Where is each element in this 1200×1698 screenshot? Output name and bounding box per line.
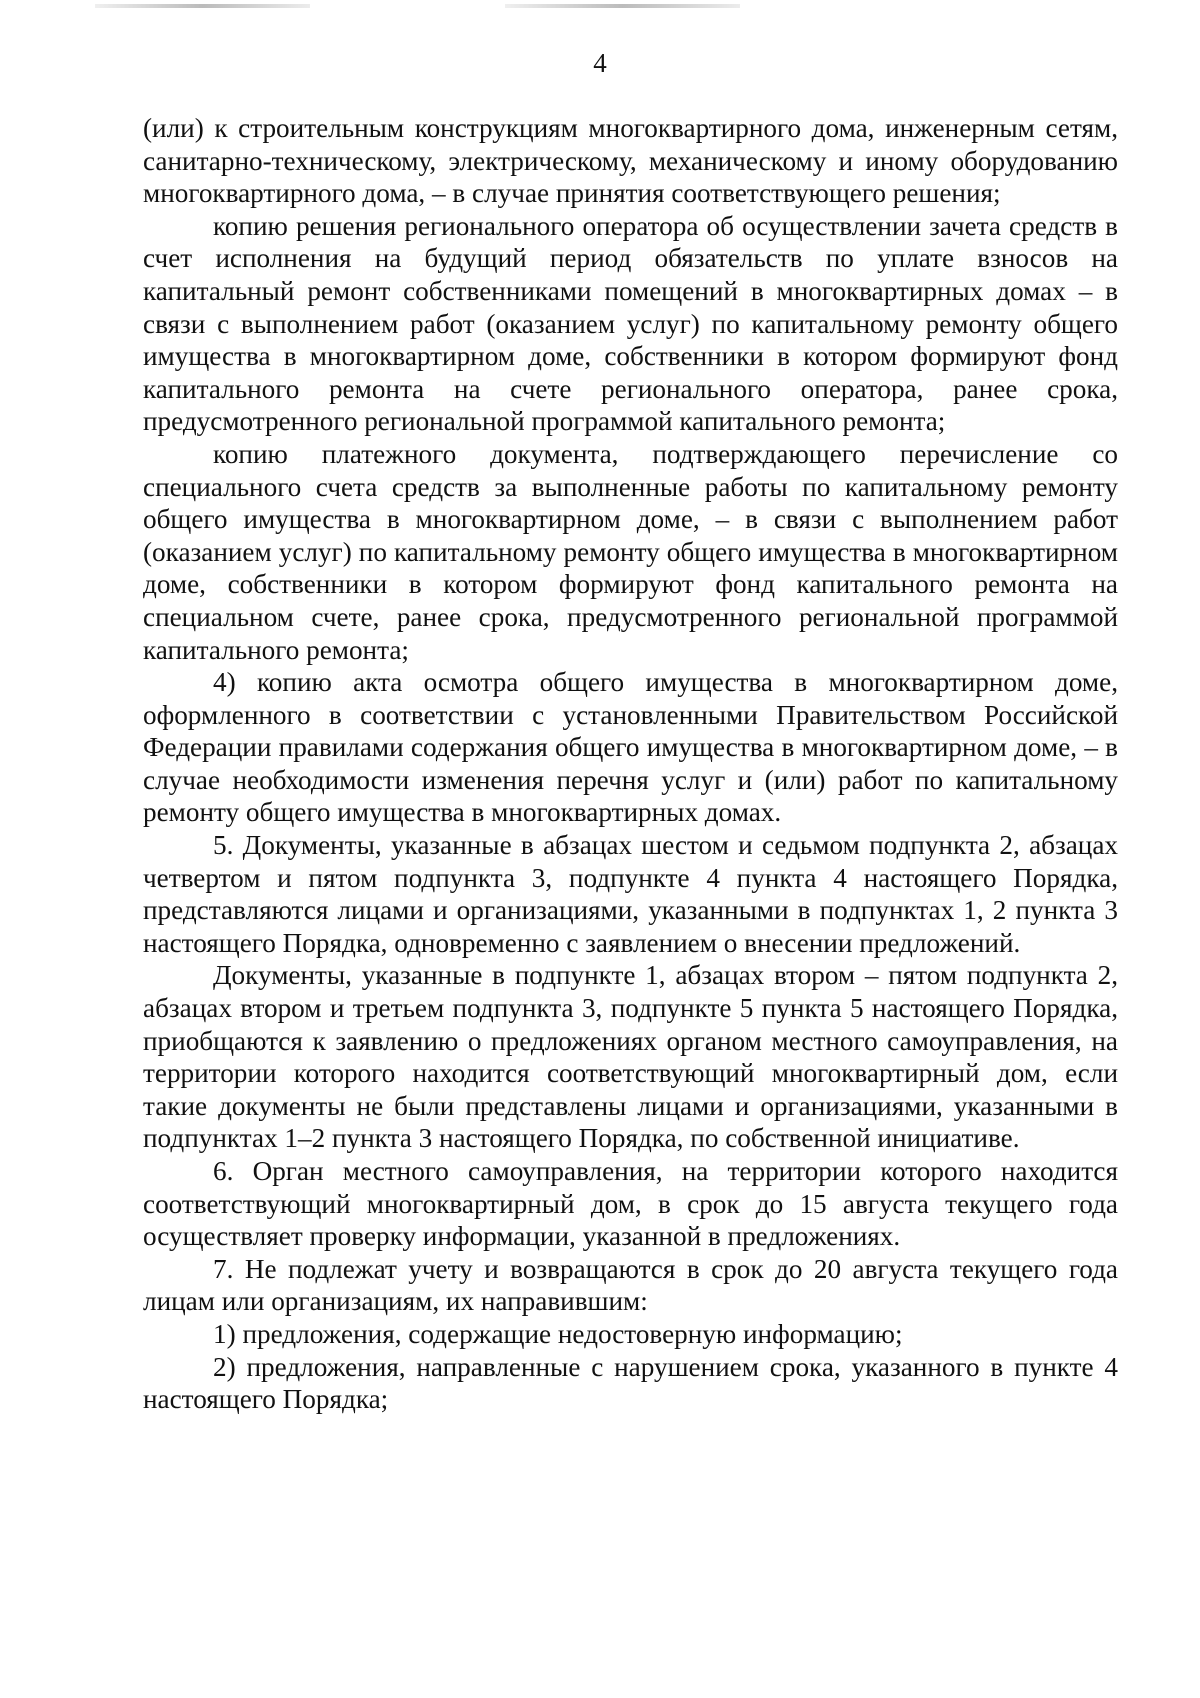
paragraph: копию решения регионального оператора об осуществлении зачета средств в счет исполнения на будущий период обязательств по уплате взносов на капитальный ремонт собственниками помещений в многоквартирных домах – в связи с выполнением работ (оказанием услуг) по капитальному ремонту общего имущества в многоквартирном доме, собственники в котором формируют фонд капитального ремонта на счете регионального оператора, ранее срока, предусмотренного региональной программой капитального ремонта; [143,210,1118,437]
scan-artifact [95,4,310,8]
paragraph: 2) предложения, направленные с нарушением срока, указанного в пункте 4 настоящего Порядка; [143,1351,1118,1415]
document-body [143,112,1118,1416]
page-number: 4 [593,48,607,78]
scan-artifact [505,4,740,8]
paragraph: Документы, указанные в подпункте 1, абзацах втором – пятом подпункта 2, абзацах втором и третьем подпункта 3, подпункте 5 пункта 5 настоящего Порядка, приобщаются к заявлению о предложениях органом местного самоуправления, на территории которого находится соответствующий многоквартирный дом, если такие документы не были представлены лицами и организациями, указанными в подпунктах 1–2 пункта 3 настоящего Порядка, по собственной инициативе. [143,960,1118,1154]
paragraph: 4) копию акта осмотра общего имущества в многоквартирном доме, оформленного в соответствии с установленными Правительством Российской Федерации правилами содержания общего имущества в многоквартирном доме, – в случае необходимости изменения перечня услуг и (или) работ по капитальному ремонту общего имущества в многоквартирных домах. [143,667,1118,828]
paragraph: 5. Документы, указанные в абзацах шестом и седьмом подпункта 2, абзацах четвертом и пятом подпункта 3, подпункте 4 пункта 4 настоящего Порядка, представляются лицами и организациями, указанными в подпунктах 1, 2 пункта 3 настоящего Порядка, одновременно с заявлением о внесении предложений. [143,830,1118,958]
paragraph: (или) к строительным конструкциям многоквартирного дома, инженерным сетям, санитарно-техническому, электрическому, механическому и иному оборудованию многоквартирного дома, – в случае принятия соответствующего решения; [143,113,1118,209]
paragraph: 7. Не подлежат учету и возвращаются в срок до 20 августа текущего года лицам или организациям, их направившим: [143,1253,1118,1317]
paragraph: копию платежного документа, подтверждающего перечисление со специального счета средств за выполненные работы по капитальному ремонту общего имущества в многоквартирном доме, – в связи с выполнением работ (оказанием услуг) по капитальному ремонту общего имущества в многоквартирном доме, собственники в котором формируют фонд капитального ремонта на специальном счете, ранее срока, предусмотренного региональной программой капитального ремонта; [143,438,1118,665]
paragraph: 1) предложения, содержащие недостоверную информацию; [213,1318,903,1349]
paragraph: 6. Орган местного самоуправления, на территории которого находится соответствующий многоквартирный дом, в срок до 15 августа текущего года осуществляет проверку информации, указанной в предложениях. [143,1156,1118,1252]
